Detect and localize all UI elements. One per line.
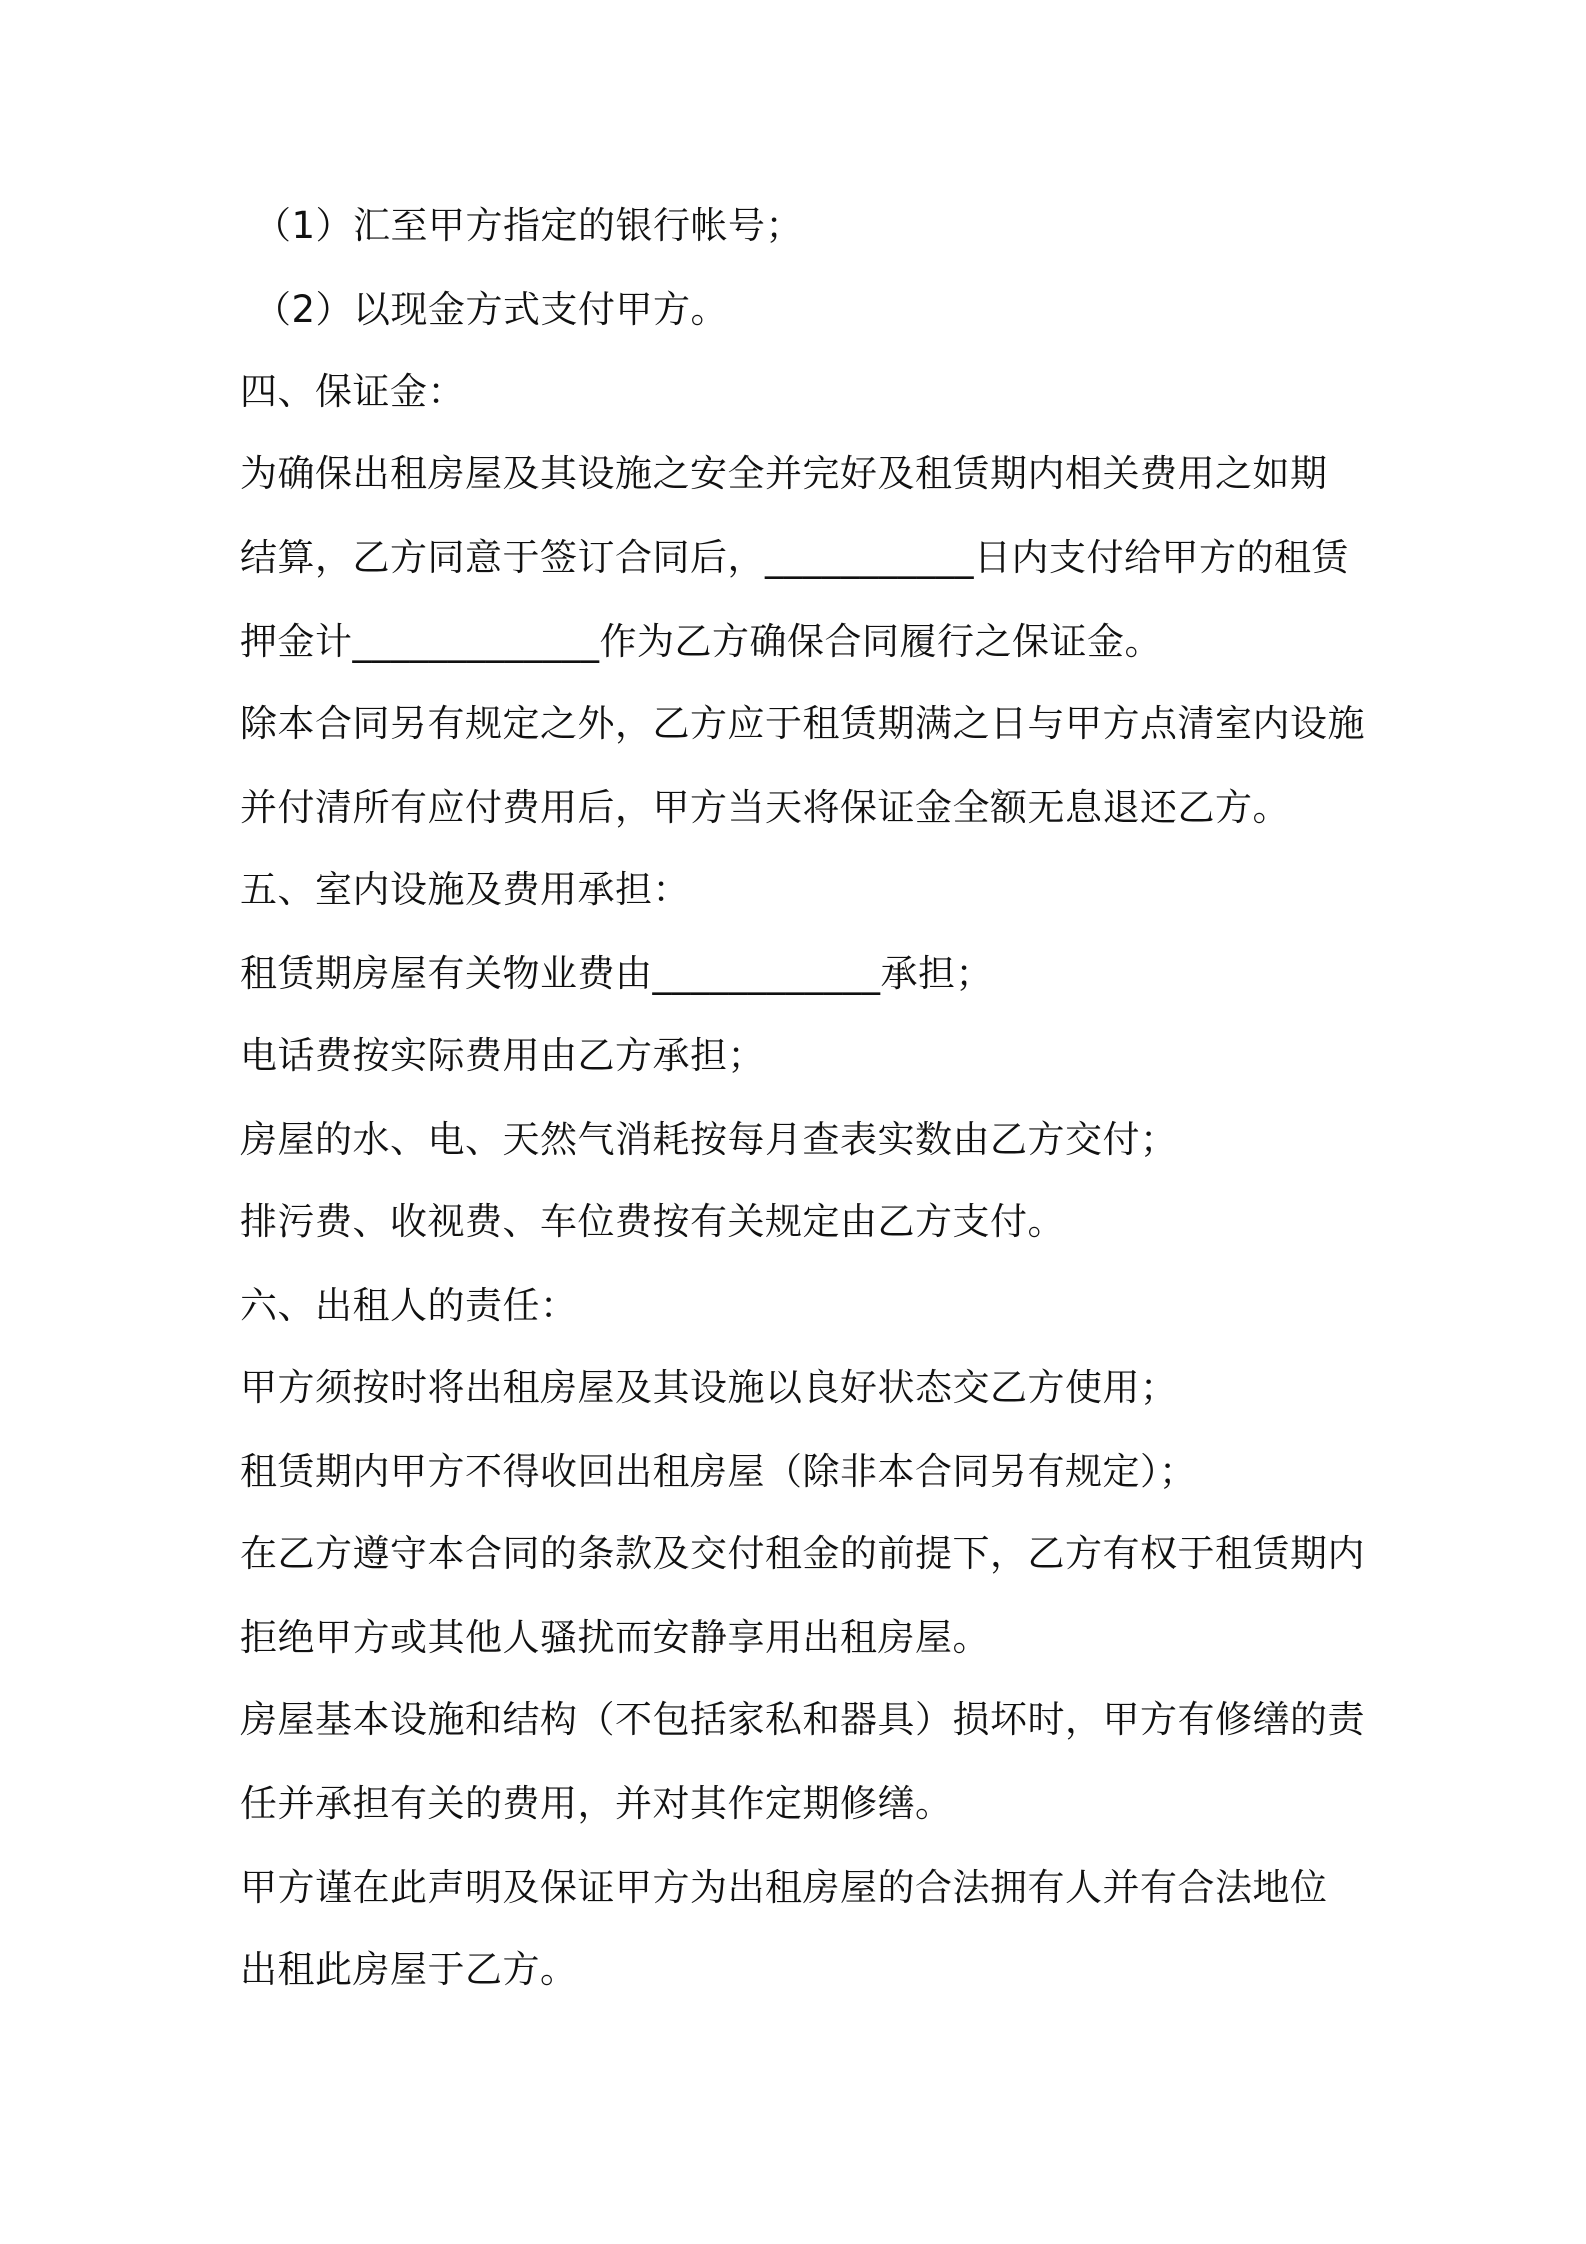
payment-option-cash: （2）以现金方式支付甲方。 (254, 288, 729, 331)
duty-line-5a: 甲方谨在此声明及保证甲方为出租房屋的合法拥有人并有合法地位 (240, 1866, 1328, 1909)
payment-option-bank: （1）汇至甲方指定的银行帐号； (254, 204, 804, 247)
deposit-text-line-3: 押金计_____________作为乙方确保合同履行之保证金。 (240, 620, 1162, 663)
duty-line-3a: 在乙方遵守本合同的条款及交付租金的前提下，乙方有权于租赁期内 (240, 1532, 1365, 1575)
utilities-line: 房屋的水、电、天然气消耗按每月查表实数由乙方交付； (240, 1118, 1178, 1161)
duty-line-3b: 拒绝甲方或其他人骚扰而安静享用出租房屋。 (240, 1616, 990, 1659)
duty-line-4a: 房屋基本设施和结构（不包括家私和器具）损坏时，甲方有修缮的责 (240, 1698, 1365, 1741)
deposit-text-line-2: 结算，乙方同意于签订合同后，___________日内支付给甲方的租赁 (240, 536, 1349, 579)
other-fees-line: 排污费、收视费、车位费按有关规定由乙方支付。 (240, 1200, 1065, 1243)
section-heading-lessor-duties: 六、出租人的责任： (240, 1284, 578, 1327)
duty-line-1: 甲方须按时将出租房屋及其设施以良好状态交乙方使用； (240, 1366, 1178, 1409)
duty-line-2: 租赁期内甲方不得收回出租房屋（除非本合同另有规定）； (240, 1450, 1197, 1493)
phone-fee-line: 电话费按实际费用由乙方承担； (240, 1034, 765, 1077)
duty-line-4b: 任并承担有关的费用，并对其作定期修缮。 (240, 1782, 953, 1825)
property-fee-line: 租赁期房屋有关物业费由____________承担； (240, 952, 993, 995)
deposit-refund-line-1: 除本合同另有规定之外，乙方应于租赁期满之日与甲方点清室内设施 (240, 702, 1365, 745)
duty-line-5b: 出租此房屋于乙方。 (240, 1948, 578, 1991)
deposit-text-line-1: 为确保出租房屋及其设施之安全并完好及租赁期内相关费用之如期 (240, 452, 1328, 495)
deposit-refund-line-2: 并付清所有应付费用后，甲方当天将保证金全额无息退还乙方。 (240, 786, 1290, 829)
section-heading-deposit: 四、保证金： (240, 370, 465, 413)
section-heading-facilities: 五、室内设施及费用承担： (240, 868, 690, 911)
